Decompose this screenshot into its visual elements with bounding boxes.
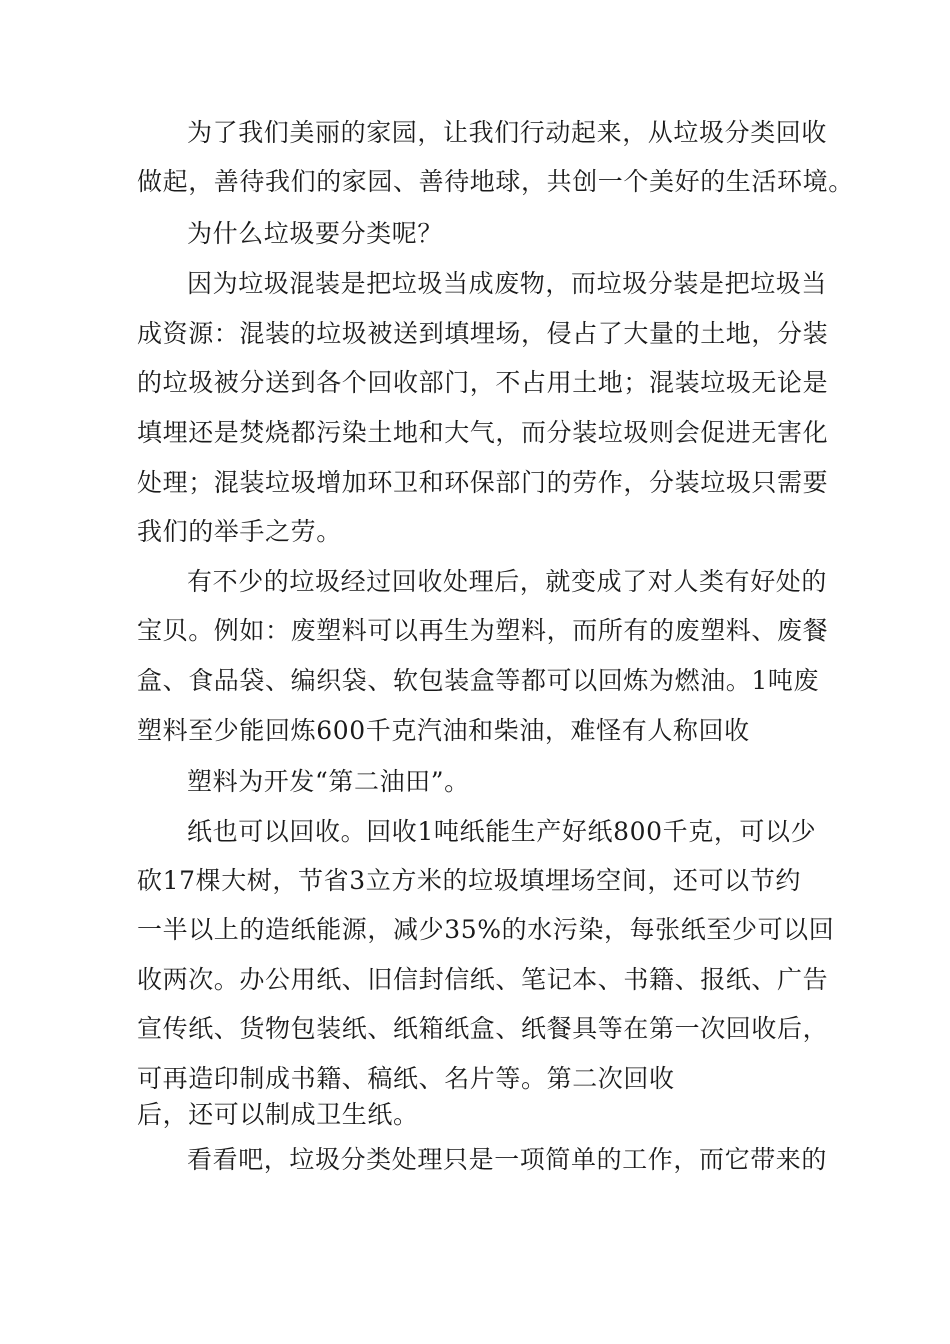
text-line: 填埋还是焚烧都污染土地和大气，而分装垃圾则会促进无害化 <box>137 418 829 447</box>
text-line: 纸也可以回收。回收1吨纸能生产好纸800千克，可以少 <box>187 817 817 846</box>
text-line: 盒、食品袋、编织袋、软包装盒等都可以回炼为燃油。1吨废 <box>137 666 820 695</box>
text-line: 我们的举手之劳。 <box>137 517 342 546</box>
text-line: 的垃圾被分送到各个回收部门，不占用土地；混装垃圾无论是 <box>137 368 829 397</box>
text-line: 后，还可以制成卫生纸。 <box>137 1100 419 1129</box>
text-line: 收两次。办公用纸、旧信封信纸、笔记本、书籍、报纸、广告 <box>137 965 829 994</box>
text-line: 为什么垃圾要分类呢？ <box>187 219 444 248</box>
text-line: 宣传纸、货物包装纸、纸箱纸盒、纸餐具等在第一次回收后， <box>137 1014 829 1043</box>
text-line: 一半以上的造纸能源，减少35%的水污染，每张纸至少可以回 <box>137 915 835 944</box>
text-line: 做起，善待我们的家园、善待地球，共创一个美好的生活环境。 <box>137 167 854 196</box>
text-line: 处理；混装垃圾增加环卫和环保部门的劳作，分装垃圾只需要 <box>137 468 829 497</box>
text-line: 成资源：混装的垃圾被送到填埋场，侵占了大量的土地，分装 <box>137 319 829 348</box>
text-line: 塑料为开发“第二油田”。 <box>187 767 470 796</box>
text-line: 为了我们美丽的家园，让我们行动起来，从垃圾分类回收 <box>187 118 828 147</box>
text-line: 有不少的垃圾经过回收处理后，就变成了对人类有好处的 <box>187 567 828 596</box>
text-line: 因为垃圾混装是把垃圾当成废物，而垃圾分装是把垃圾当 <box>187 269 828 298</box>
text-line: 砍17棵大树，节省3立方米的垃圾填埋场空间，还可以节约 <box>137 866 801 895</box>
text-line: 可再造印制成书籍、稿纸、名片等。第二次回收 <box>137 1064 675 1093</box>
text-line: 看看吧，垃圾分类处理只是一项简单的工作，而它带来的 <box>187 1145 828 1174</box>
text-line: 宝贝。例如：废塑料可以再生为塑料，而所有的废塑料、废餐 <box>137 616 829 645</box>
text-line: 塑料至少能回炼600千克汽油和柴油，难怪有人称回收 <box>137 716 750 745</box>
